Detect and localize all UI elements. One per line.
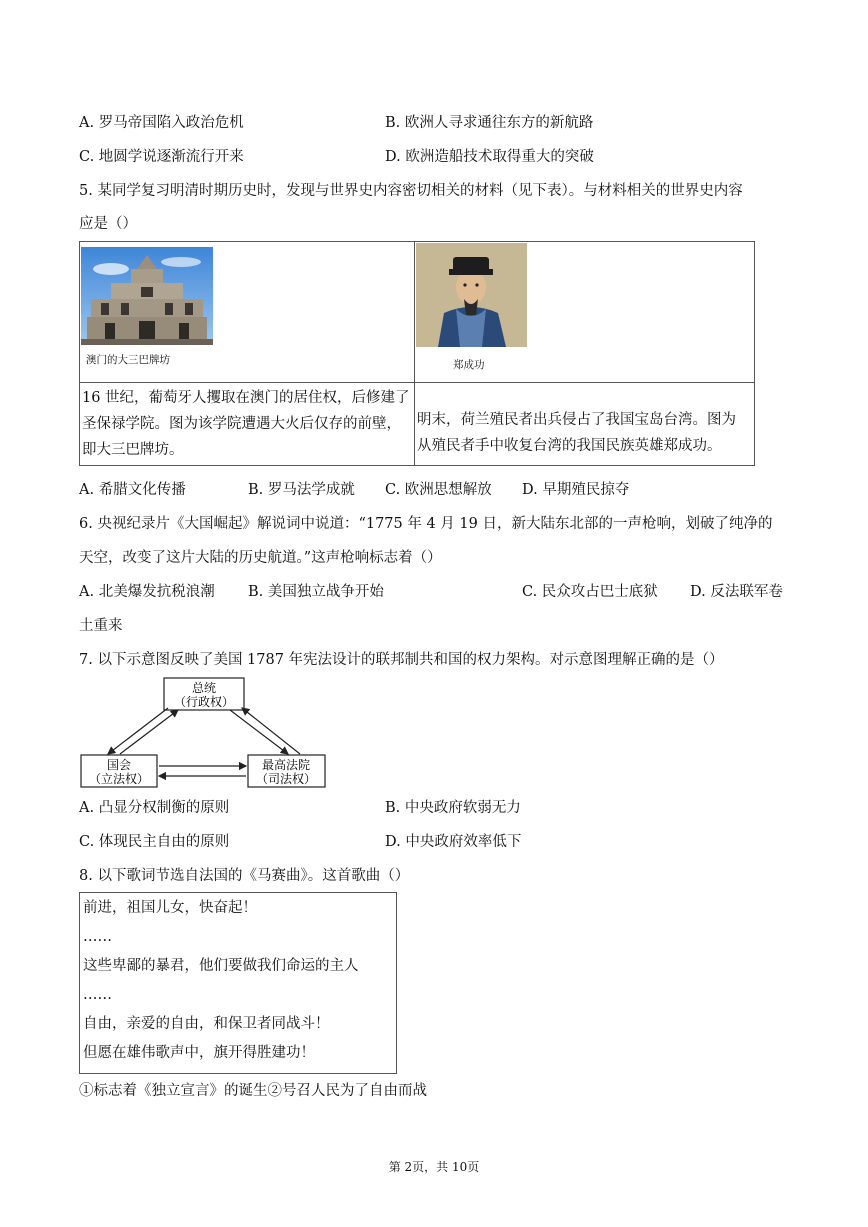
q8-lyric-line6: 但愿在雄伟歌声中，旗开得胜建功！: [83, 1045, 315, 1061]
q5-stem-line2: 应是（）: [79, 216, 137, 232]
q7-option-a[interactable]: A. 凸显分权制衡的原则: [79, 800, 230, 816]
q8-lyrics-box: [79, 892, 397, 1074]
q5-left-image-cell: [80, 242, 415, 383]
executive-label: 总统: [191, 681, 217, 695]
q4-option-a[interactable]: A. 罗马帝国陷入政治危机: [79, 115, 244, 131]
page-footer: 第 2页，共 10页: [388, 1160, 480, 1174]
q7-option-b[interactable]: B. 中央政府软弱无力: [385, 800, 521, 816]
q7-stem: 7. 以下示意图反映了美国 1787 年宪法设计的联邦制共和国的权力架构。对示意图理解正确的是（）: [79, 652, 724, 668]
q4-option-b[interactable]: B. 欧洲人寻求通往东方的新航路: [385, 115, 594, 131]
legislative-sublabel: （立法权）: [88, 772, 150, 786]
q5-right-caption: 郑成功: [453, 359, 485, 371]
federal-power-structure-diagram: [80, 676, 330, 792]
q8-lyric-line2: ……: [83, 929, 112, 945]
q6-option-a[interactable]: A. 北美爆发抗税浪潮: [79, 584, 215, 600]
q4-option-d[interactable]: D. 欧洲造船技术取得重大的突破: [385, 149, 594, 165]
q5-left-text-line2: 圣保禄学院。图为该学院遭遇大火后仅存的前壁，: [82, 416, 401, 432]
q7-option-c[interactable]: C. 体现民主自由的原则: [79, 834, 230, 850]
legislative-label: 国会: [106, 758, 132, 772]
q6-stem-line1: 6. 央视纪录片《大国崛起》解说词中说道：“1775 年 4 月 19 日，新大陆东北部的一声枪响，划破了纯净的: [79, 516, 773, 532]
q6-option-c[interactable]: C. 民众攻占巴士底狱: [522, 584, 658, 600]
executive-sublabel: （行政权）: [173, 695, 235, 709]
q8-statements: ①标志着《独立宣言》的诞生②号召人民为了自由而战: [79, 1083, 427, 1099]
q5-material-table: [79, 241, 755, 466]
arrow-leg-to-exec: [120, 710, 178, 754]
arrow-jud-to-exec: [242, 708, 300, 754]
q5-right-image-cell: [415, 242, 755, 383]
q5-stem-line1: 5. 某同学复习明清时期历史时，发现与世界史内容密切相关的材料（见下表）。与材料相关的世界史内容: [79, 183, 743, 199]
q5-option-a[interactable]: A. 希腊文化传播: [79, 482, 186, 498]
judicial-label: 最高法院: [261, 758, 311, 772]
q5-option-b[interactable]: B. 罗马法学成就: [248, 482, 355, 498]
q8-lyric-line5: 自由，亲爱的自由，和保卫者同战斗！: [83, 1016, 330, 1032]
q5-left-caption: 澳门的大三巴牌坊: [86, 354, 170, 366]
q6-option-d[interactable]: D. 反法联军卷: [690, 584, 783, 600]
q5-right-text-line2: 从殖民者手中收复台湾的我国民族英雄郑成功。: [417, 438, 722, 454]
zheng-chenggong-portrait-image: [416, 243, 527, 347]
ruins-of-st-paul-image: [81, 247, 213, 345]
q5-left-text-line3: 即大三巴牌坊。: [82, 442, 184, 458]
q6-option-d-continued: 土重来: [79, 618, 123, 634]
q8-lyric-line3: 这些卑鄙的暴君，他们要做我们命运的主人: [83, 958, 359, 974]
q5-right-text-line1: 明末，荷兰殖民者出兵侵占了我国宝岛台湾。图为: [417, 412, 736, 428]
q5-option-c[interactable]: C. 欧洲思想解放: [385, 482, 492, 498]
q5-right-text-cell: [415, 383, 755, 466]
q5-left-text-line1: 16 世纪，葡萄牙人攫取在澳门的居住权，后修建了: [82, 390, 410, 406]
q6-option-b[interactable]: B. 美国独立战争开始: [248, 584, 384, 600]
q8-lyric-line1: 前进，祖国儿女，快奋起！: [83, 900, 257, 916]
q5-left-text-cell: [80, 383, 415, 466]
arrow-exec-to-leg: [108, 708, 168, 754]
judicial-sublabel: （司法权）: [255, 772, 317, 786]
q4-option-c[interactable]: C. 地圆学说逐渐流行开来: [79, 149, 244, 165]
q8-stem: 8. 以下歌词节选自法国的《马赛曲》。这首歌曲（）: [79, 868, 410, 884]
q8-lyric-line4: ……: [83, 987, 112, 1003]
arrow-exec-to-jud: [230, 710, 288, 754]
q6-stem-line2: 天空，改变了这片大陆的历史航道。”这声枪响标志着（）: [79, 550, 442, 566]
q7-option-d[interactable]: D. 中央政府效率低下: [385, 834, 522, 850]
q5-option-d[interactable]: D. 早期殖民掠夺: [522, 482, 630, 498]
